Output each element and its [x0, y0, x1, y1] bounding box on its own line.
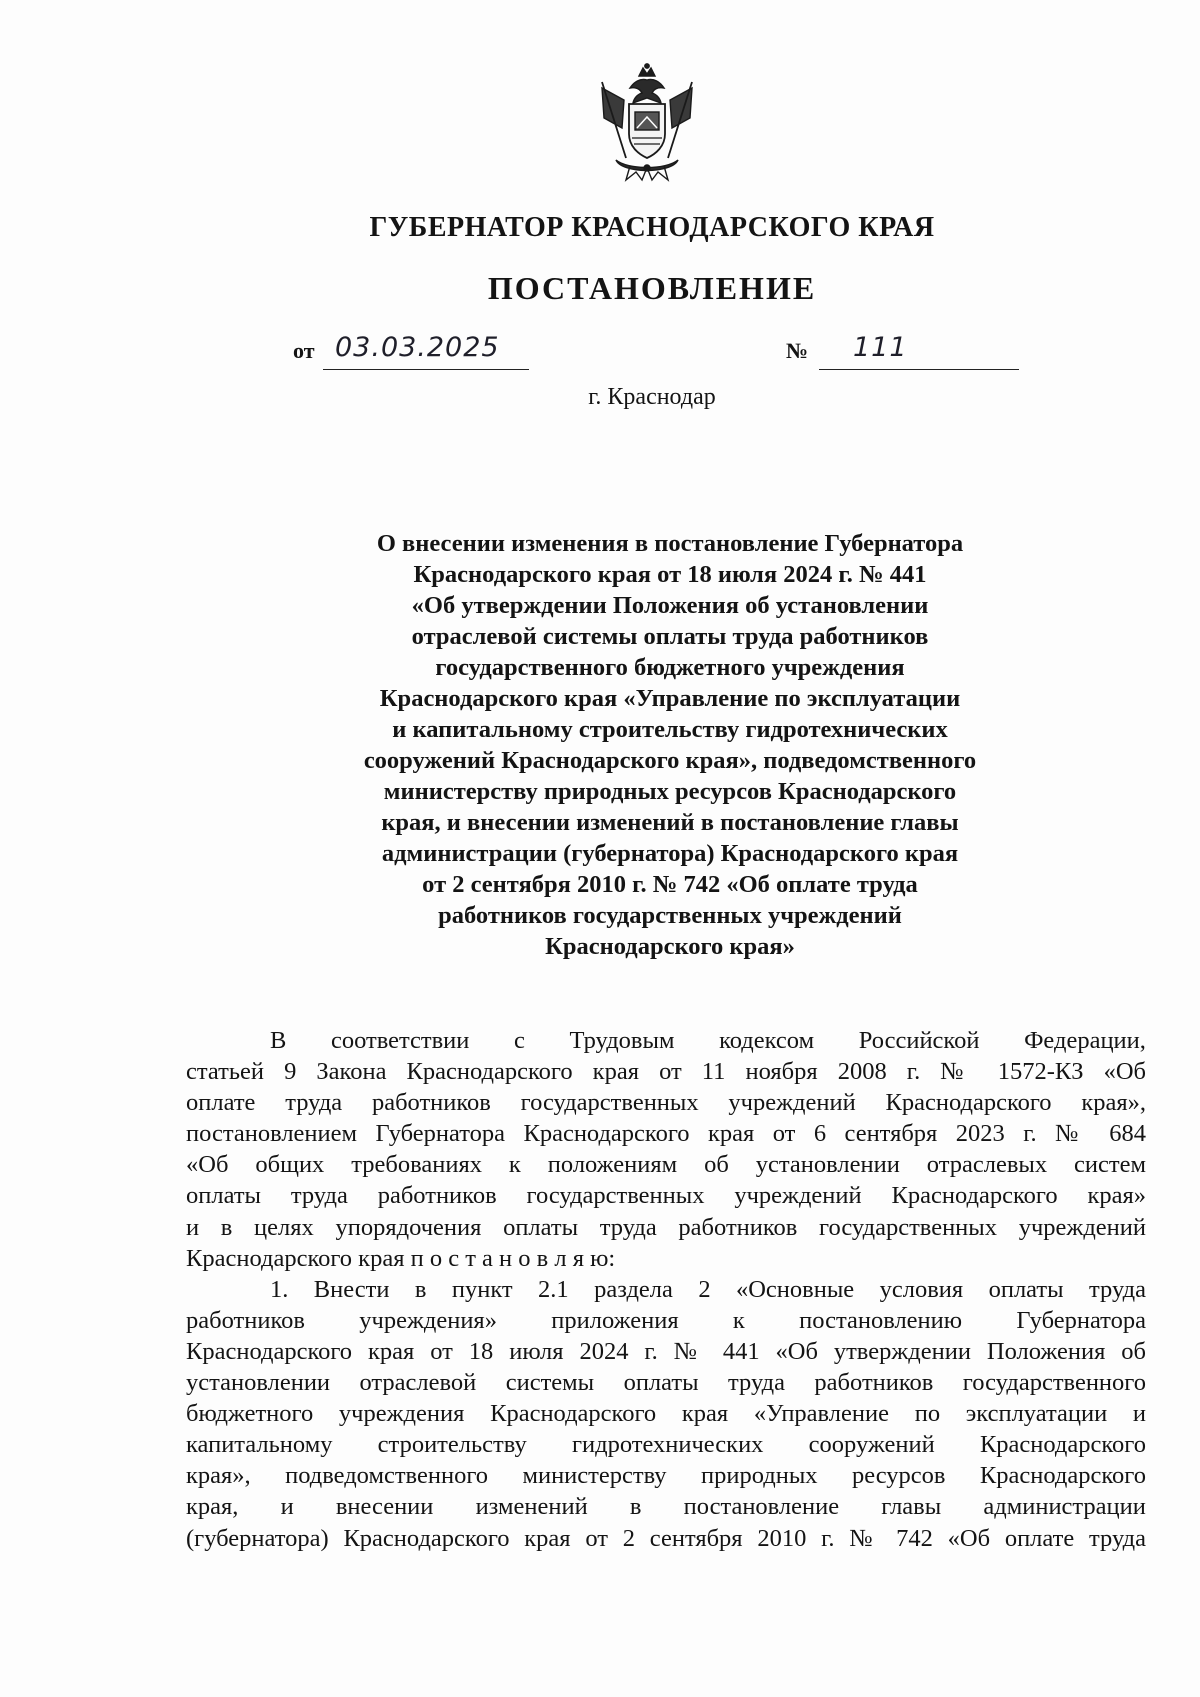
body-line: Краснодарского края п о с т а н о в л я ю: [186, 1244, 616, 1272]
title-line: и капитальному строительству гидротехнических [392, 716, 948, 743]
body-word: и [280, 1493, 294, 1521]
body-line: статьей 9 Закона Краснодарского края от 11 ноября 2008 г. № 1572-КЗ «Об [186, 1058, 1146, 1086]
body-line: (губернатора) Краснодарского края от 2 сентября 2010 г. № 742 «Об оплате труда [186, 1524, 1146, 1552]
date-label: от [293, 338, 315, 363]
body-word: Российской [858, 1027, 980, 1054]
body-word: соответствии [330, 1027, 470, 1054]
number-underline [819, 369, 1019, 370]
body-line: Краснодарского края от 18 июля 2024 г. № 441 «Об утверждении Положения об [186, 1337, 1146, 1365]
body-word: изменений [475, 1493, 588, 1521]
body-word: постановление [683, 1493, 840, 1521]
document-body [186, 1025, 1146, 1554]
body-word: учреждения» [359, 1306, 497, 1334]
body-line: постановлением Губернатора Краснодарского края от 6 сентября 2023 г. № 684 [186, 1120, 1146, 1148]
body-word: администрации [983, 1493, 1146, 1521]
body-word: к [732, 1306, 745, 1334]
body-line: и в целях упорядочения оплаты труда работников государственных учреждений [186, 1213, 1146, 1241]
body-line: края», подведомственного министерству природных ресурсов Краснодарского [186, 1462, 1146, 1490]
body-line: 1. Внести в пункт 2.1 раздела 2 «Основные условия оплаты труда [270, 1275, 1146, 1303]
body-word: внесении [335, 1493, 434, 1521]
city-line [0, 384, 1200, 411]
document-title [300, 528, 1040, 962]
body-line: оплате труда работников государственных учреждений Краснодарского края», [186, 1089, 1146, 1117]
city-name: г. Краснодар [588, 384, 716, 410]
body-line [186, 1491, 1146, 1522]
body-word: Федерации, [1024, 1027, 1146, 1054]
number-value: 111 [853, 332, 908, 363]
body-word: в [629, 1493, 642, 1521]
date-value: 03.03.2025 [335, 332, 500, 363]
body-word: края, [186, 1493, 239, 1521]
body-word: работников [186, 1306, 305, 1334]
document-type-heading: ПОСТАНОВЛЕНИЕ [487, 270, 817, 306]
title-line: Краснодарского края от 18 июля 2024 г. № 441 [413, 561, 927, 588]
title-line: работников государственных учреждений [438, 902, 902, 929]
body-word: главы [881, 1493, 942, 1521]
number-label: № [786, 338, 809, 363]
title-line: от 2 сентября 2010 г. № 742 «Об оплате труда [422, 871, 918, 898]
title-line: сооружений Краснодарского края», подведомственного [363, 747, 977, 774]
title-line: государственного бюджетного учреждения [435, 654, 905, 681]
body-word: кодексом [719, 1027, 815, 1054]
title-line: «Об утверждении Положения об установлении [411, 592, 929, 619]
title-line: Краснодарского края «Управление по эксплуатации [379, 685, 961, 712]
title-line: администрации (губернатора) Краснодарского края [381, 840, 959, 867]
body-word: В [270, 1027, 287, 1054]
body-word: Трудовым [569, 1027, 675, 1054]
body-word: Губернатора [1016, 1306, 1146, 1334]
body-line [186, 1305, 1146, 1336]
body-line: «Об общих требованиях к положениям об установлении отраслевых систем [186, 1151, 1146, 1179]
title-line: отраслевой системы оплаты труда работников [411, 623, 929, 650]
krasnodar-coat-of-arms-icon [596, 62, 698, 182]
title-line: края, и внесении изменений в постановление главы [381, 809, 959, 836]
body-word: с [514, 1027, 525, 1054]
body-line: установлении отраслевой системы оплаты труда работников государственного [186, 1369, 1146, 1397]
body-line [186, 1025, 1146, 1056]
body-word: постановлению [799, 1306, 963, 1334]
body-line: бюджетного учреждения Краснодарского края «Управление по эксплуатации и [186, 1400, 1146, 1428]
title-line: О внесении изменения в постановление Губернатора [376, 530, 964, 557]
title-line: министерству природных ресурсов Краснодарского [383, 778, 957, 805]
body-line: оплаты труда работников государственных учреждений Краснодарского края» [186, 1182, 1146, 1210]
title-line: Краснодарского края» [545, 933, 795, 960]
issuing-authority: ГУБЕРНАТОР КРАСНОДАРСКОГО КРАЯ [369, 212, 935, 243]
body-line: капитальному строительству гидротехнических сооружений Краснодарского [186, 1431, 1146, 1459]
body-word: приложения [551, 1306, 679, 1334]
date-underline [323, 369, 529, 370]
